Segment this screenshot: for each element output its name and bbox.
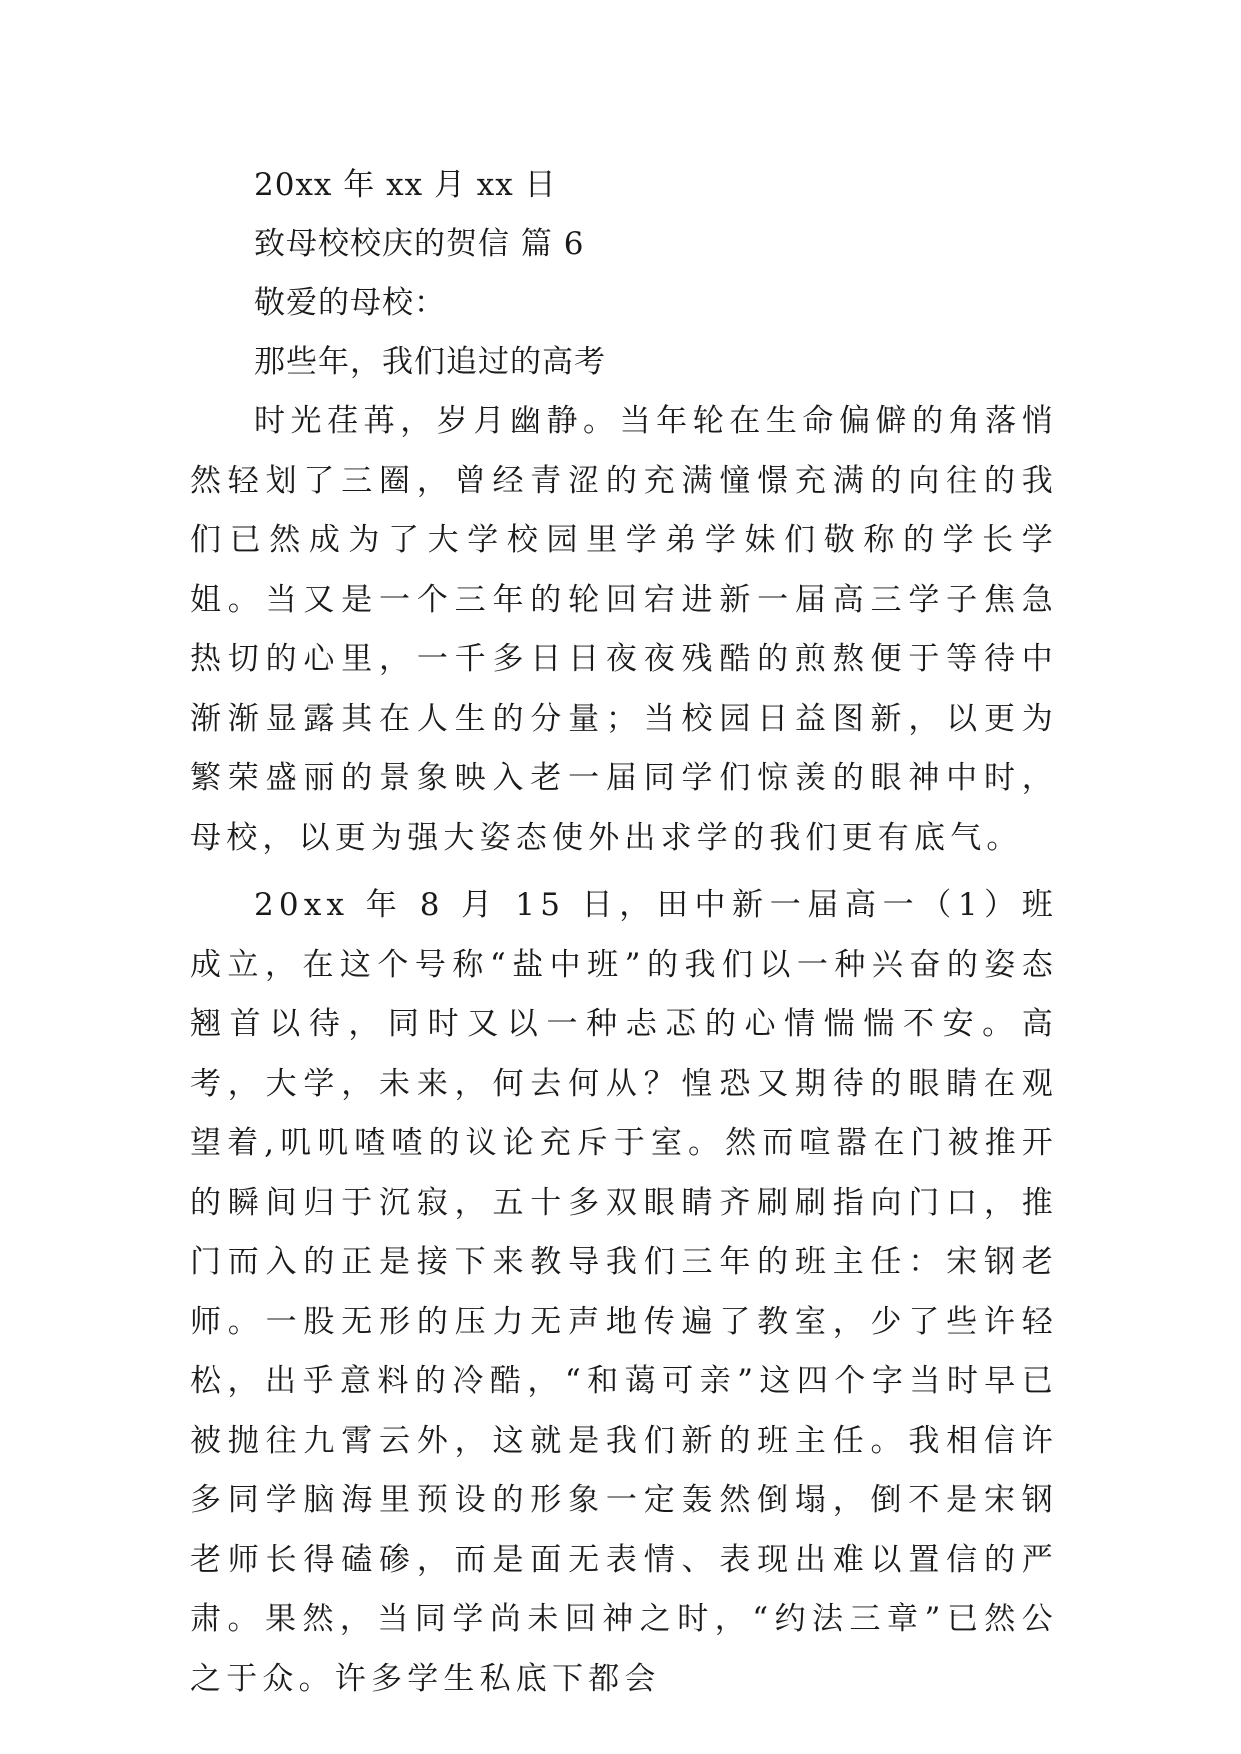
- letter-body: [190, 156, 1058, 1709]
- paragraph: 20xx 年 8 月 15 日，田中新一届高一（1）班成立，在这个号称“盐中班”的我们以一种兴奋的姿态翘首以待，同时又以一种忐忑的心情惴惴不安。高考，大学，未来，何去何从？惶恐又期待的眼睛在观望着,叽叽喳喳的议论充斥于室。然而喧嚣在门被推开的瞬间归于沉寂，五十多双眼睛齐刷刷指向门口，推门而入的正是接下来教导我们三年的班主任：宋钢老师。一股无形的压力无声地传遍了教室，少了些许轻松，出乎意料的冷酷，“和蔼可亲”这四个字当时早已被抛往九霄云外，这就是我们新的班主任。我相信许多同学脑海里预设的形象一定轰然倒塌，倒不是宋钢老师长得磕碜，而是面无表情、表现出难以置信的严肃。果然，当同学尚未回神之时，“约法三章”已然公之于众。许多学生私底下都会: [190, 887, 1058, 1697]
- date-line: 20xx 年 xx 月 xx 日: [254, 167, 557, 203]
- paragraph: 时光荏苒，岁月幽静。当年轮在生命偏僻的角落悄然轻划了三圈，曾经青涩的充满憧憬充满的向往的我们已然成为了大学校园里学弟学妹们敬称的学长学姐。当又是一个三年的轮回宕进新一届高三学子焦急热切的心里，一千多日日夜夜残酷的煎熬便于等待中渐渐显露其在人生的分量；当校园日益图新，以更为繁荣盛丽的景象映入老一届同学们惊羡的眼神中时，母校，以更为强大姿态使外出求学的我们更有底气。: [190, 403, 1058, 856]
- salutation: 敬爱的母校：: [254, 285, 446, 321]
- subtitle: 那些年，我们追过的高考: [254, 344, 606, 380]
- letter-title: 致母校校庆的贺信 篇 6: [254, 226, 585, 262]
